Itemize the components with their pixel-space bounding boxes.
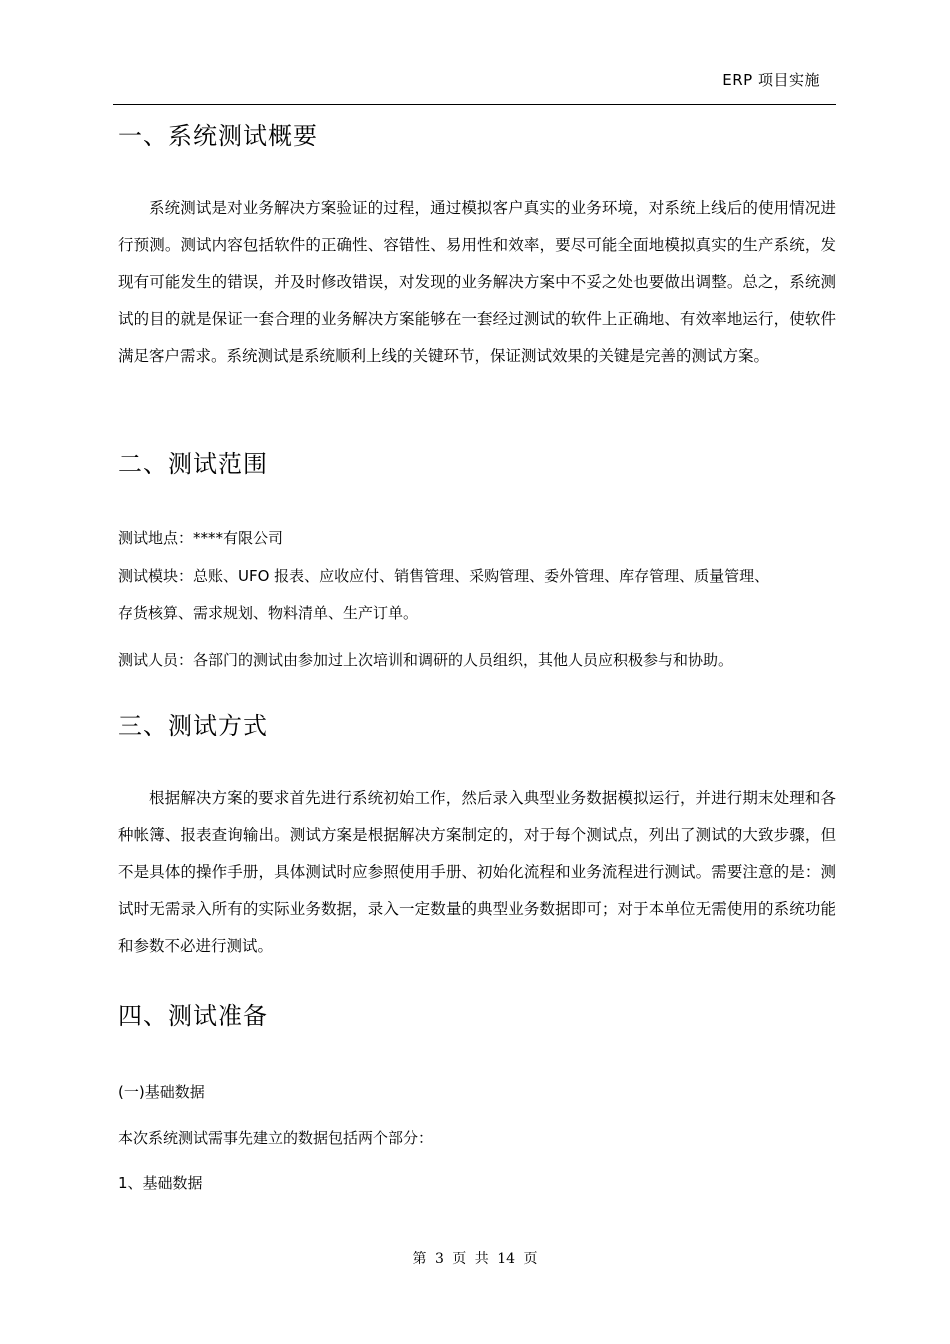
method-paragraph: 根据解决方案的要求首先进行系统初始工作，然后录入典型业务数据模拟运行，并进行期末处理和各种帐簿、报表查询输出。测试方案是根据解决方案制定的，对于每个测试点，列出了测试的大致步骤，但不是具体的操作手册，具体测试时应参照使用手册、初始化流程和业务流程进行测试。需要注意的是：测试时无需录入所有的实际业务数据，录入一定数量的典型业务数据即可；对于本单位无需使用的系统功能和参数不必进行测试。: [118, 789, 836, 955]
header-divider: [113, 104, 836, 105]
header-title: ERP 项目实施: [722, 71, 820, 89]
list-item-basic-data: 1、基础数据: [118, 1174, 203, 1192]
overview-paragraph: 系统测试是对业务解决方案验证的过程，通过模拟客户真实的业务环境，对系统上线后的使用情况进行预测。测试内容包括软件的正确性、容错性、易用性和效率，要尽可能全面地模拟真实的生产系统，发现有可能发生的错误，并及时修改错误，对发现的业务解决方案中不妥之处也要做出调整。总之，系统测试的目的就是保证一套合理的业务解决方案能够在一套经过测试的软件上正确地、有效率地运行，使软件满足客户需求。系统测试是系统顺利上线的关键环节，保证测试效果的关键是完善的测试方案。: [118, 199, 836, 365]
section-heading-overview: 一、系统测试概要: [118, 122, 318, 150]
section-heading-method: 三、测试方式: [118, 712, 268, 740]
page-number: 第 3 页 共 14 页: [412, 1251, 538, 1267]
section-heading-preparation: 四、测试准备: [118, 1002, 268, 1030]
test-modules-line-1: 测试模块：总账、UFO 报表、应收应付、销售管理、采购管理、委外管理、库存管理、质量管理、: [118, 567, 770, 585]
subsection-basic-data: (一)基础数据: [118, 1083, 205, 1101]
test-modules-line-2: 存货核算、需求规划、物料清单、生产订单。: [118, 604, 419, 622]
section-heading-scope: 二、测试范围: [118, 450, 268, 478]
test-personnel: 测试人员：各部门的测试由参加过上次培训和调研的人员组织，其他人员应积极参与和协助。: [118, 651, 734, 669]
preparation-intro: 本次系统测试需事先建立的数据包括两个部分：: [118, 1129, 434, 1147]
test-location: 测试地点：****有限公司: [118, 529, 284, 547]
